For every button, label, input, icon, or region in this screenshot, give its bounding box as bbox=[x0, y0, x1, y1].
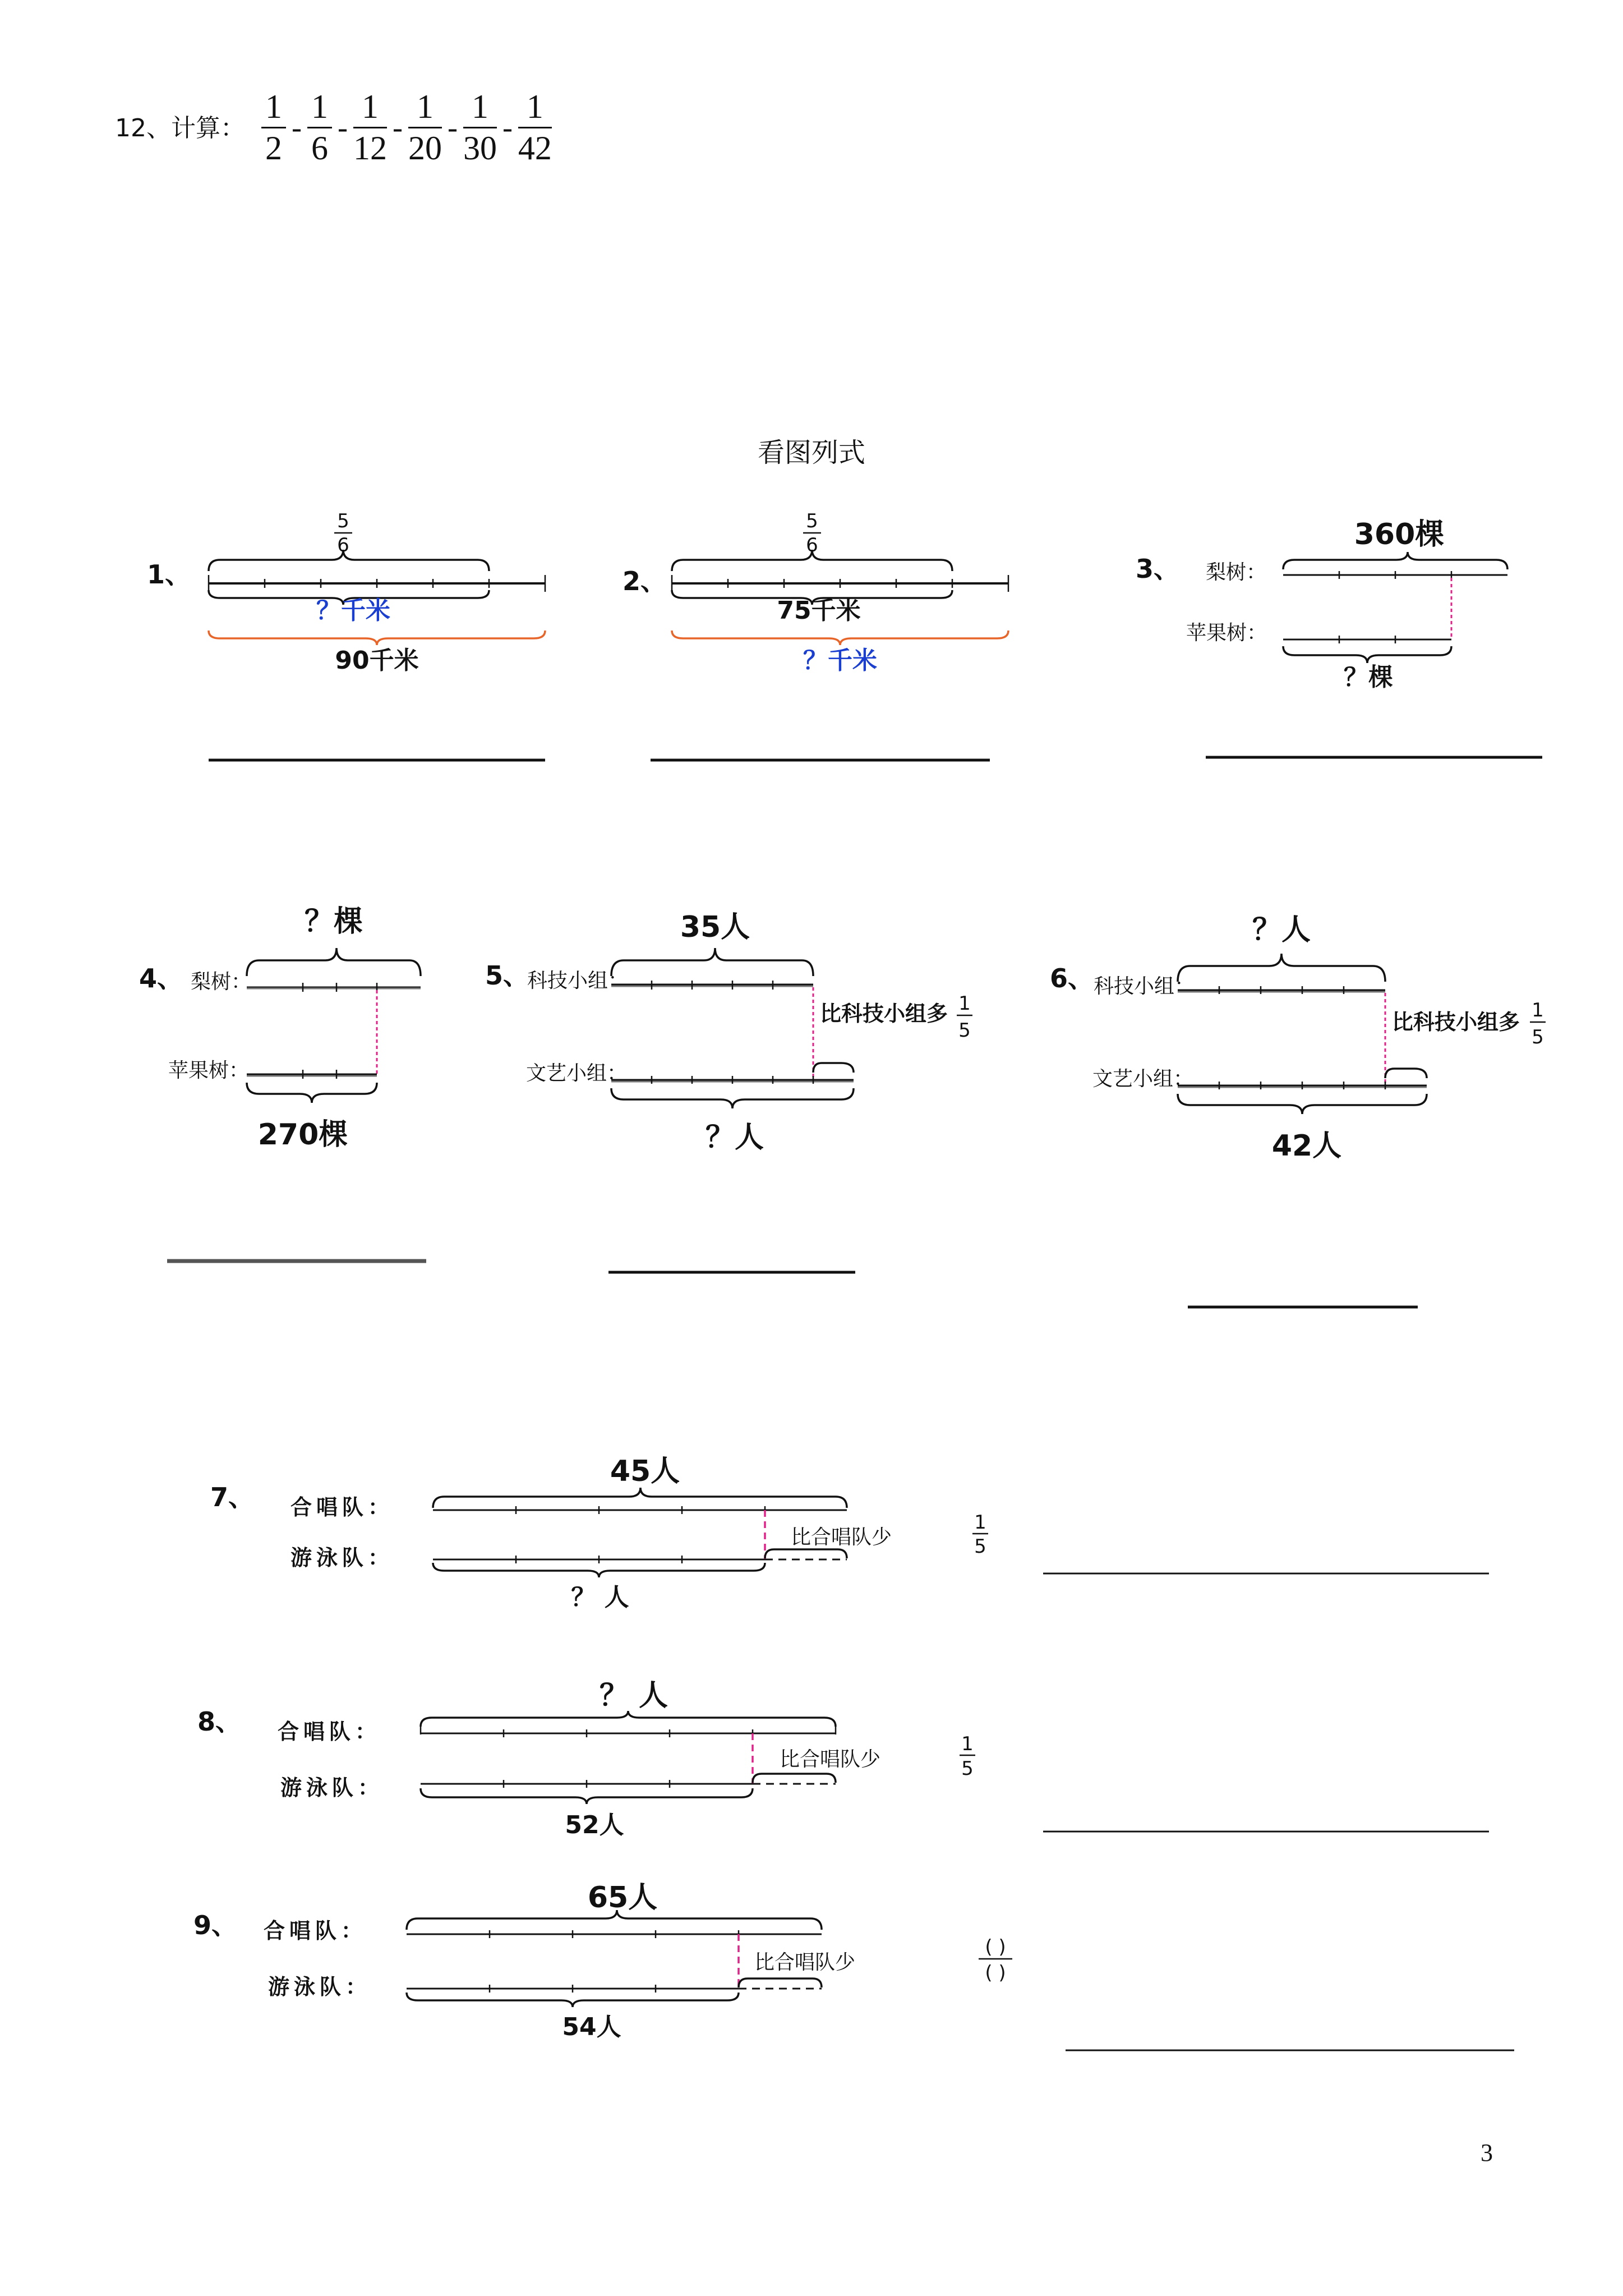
denominator: 20 bbox=[408, 129, 442, 167]
top-brace bbox=[433, 1488, 847, 1508]
row-label-arts: 文艺小组： bbox=[526, 1062, 628, 1085]
bottom-brace bbox=[611, 1088, 854, 1108]
page-number: 3 bbox=[1481, 2139, 1493, 2166]
comparison-denominator: 5 bbox=[961, 1757, 974, 1780]
top-label: 360棵 bbox=[1354, 518, 1445, 551]
top-label: ？ 人 bbox=[599, 1679, 668, 1713]
fraction-denominator: 6 bbox=[337, 534, 349, 556]
top-label: 45人 bbox=[610, 1455, 680, 1488]
row-label-apple: 苹果树： bbox=[1186, 622, 1267, 645]
row-label-choir: 合唱队： bbox=[278, 1719, 381, 1744]
extra-brace bbox=[765, 1549, 847, 1558]
numerator: 1 bbox=[526, 88, 543, 125]
diagram-number: 5、 bbox=[485, 960, 529, 991]
bottom-label: 52人 bbox=[565, 1811, 624, 1839]
fraction-denominator: 6 bbox=[806, 534, 818, 556]
top-brace bbox=[611, 948, 813, 976]
comparison-label: 比合唱队少 bbox=[780, 1748, 881, 1771]
bottom-brace bbox=[433, 1563, 765, 1577]
bottom-label: ？ 人 bbox=[571, 1583, 629, 1612]
comparison-numerator: 1 bbox=[961, 1733, 974, 1755]
minus-sign: - bbox=[502, 111, 513, 144]
row-label-tech: 科技小组： bbox=[1094, 975, 1195, 998]
comparison-numerator: 1 bbox=[974, 1511, 986, 1534]
comparison-numerator: ( ) bbox=[985, 1936, 1006, 1958]
diagram-2 bbox=[623, 510, 1008, 760]
diagram-9 bbox=[193, 1881, 1514, 2050]
total-label: ？千米 bbox=[803, 646, 877, 675]
minus-sign: - bbox=[292, 111, 302, 144]
diagram-number: 9、 bbox=[193, 1910, 238, 1940]
top-label: ？棵 bbox=[304, 905, 363, 938]
diagram-6 bbox=[1050, 913, 1546, 1307]
bottom-label: 270棵 bbox=[257, 1118, 348, 1152]
fraction-numerator: 5 bbox=[337, 510, 349, 532]
total-brace bbox=[672, 631, 1008, 645]
part-label: ？千米 bbox=[316, 596, 390, 625]
row-label-tech: 科技小组： bbox=[527, 969, 629, 992]
numerator: 1 bbox=[416, 88, 434, 125]
top-label: ？人 bbox=[1252, 913, 1311, 947]
top-brace bbox=[1283, 552, 1507, 569]
bottom-label: ？人 bbox=[705, 1121, 764, 1154]
numerator: 1 bbox=[265, 88, 282, 125]
fraction-numerator: 5 bbox=[806, 510, 818, 532]
problem-12-label: 12、计算： bbox=[115, 114, 245, 142]
diagram-number: 8、 bbox=[197, 1706, 242, 1737]
top-brace bbox=[421, 1711, 836, 1727]
minus-sign: - bbox=[447, 111, 458, 144]
row-label-swim: 游泳队： bbox=[268, 1975, 372, 1999]
diagram-8 bbox=[197, 1679, 1489, 1839]
denominator: 2 bbox=[265, 129, 282, 167]
extra-brace bbox=[813, 1063, 854, 1073]
comparison-label: 比科技小组多 bbox=[820, 1001, 948, 1026]
bottom-label: ？棵 bbox=[1344, 663, 1393, 692]
top-label: 35人 bbox=[680, 910, 750, 944]
denominator: 12 bbox=[353, 129, 387, 167]
diagram-number: 7、 bbox=[210, 1482, 255, 1512]
diagram-3 bbox=[1136, 518, 1542, 757]
comparison-label: 比合唱队少 bbox=[791, 1526, 892, 1549]
bottom-brace bbox=[421, 1788, 753, 1804]
diagram-number: 3、 bbox=[1136, 554, 1180, 584]
comparison-denominator: 5 bbox=[1532, 1026, 1544, 1048]
diagram-5 bbox=[485, 910, 972, 1272]
top-label: 65人 bbox=[587, 1881, 658, 1915]
extra-brace bbox=[1385, 1069, 1427, 1078]
total-brace bbox=[209, 631, 545, 645]
row-label-choir: 合唱队： bbox=[264, 1918, 367, 1943]
extra-brace bbox=[753, 1774, 836, 1783]
row-label-pear: 梨树： bbox=[1206, 561, 1267, 584]
minus-sign: - bbox=[392, 111, 403, 144]
diagram-1 bbox=[147, 510, 545, 760]
comparison-label: 比科技小组多 bbox=[1392, 1010, 1520, 1034]
bottom-brace bbox=[407, 1993, 739, 2007]
row-label-pear: 梨树： bbox=[191, 970, 252, 993]
diagram-4 bbox=[139, 905, 426, 1261]
minus-sign: - bbox=[337, 111, 348, 144]
numerator: 1 bbox=[311, 88, 328, 125]
diagram-number: 4、 bbox=[139, 963, 183, 993]
bottom-label: 42人 bbox=[1271, 1129, 1342, 1163]
section-heading: 看图列式 bbox=[757, 437, 865, 468]
row-label-swim: 游泳队： bbox=[291, 1545, 394, 1570]
denominator: 30 bbox=[463, 129, 497, 167]
comparison-label: 比合唱队少 bbox=[754, 1951, 856, 1974]
diagram-number: 1、 bbox=[147, 559, 191, 590]
row-label-swim: 游泳队： bbox=[280, 1775, 384, 1800]
comparison-denominator: 5 bbox=[974, 1535, 986, 1558]
comparison-denominator: ( ) bbox=[985, 1962, 1006, 1984]
comparison-denominator: 5 bbox=[958, 1019, 971, 1042]
denominator: 42 bbox=[518, 129, 552, 167]
diagram-7 bbox=[210, 1455, 1489, 1612]
total-label: 90千米 bbox=[335, 646, 419, 675]
part-label: 75千米 bbox=[777, 596, 861, 625]
bottom-brace bbox=[1283, 646, 1451, 663]
bottom-brace bbox=[1178, 1094, 1427, 1114]
diagram-number: 6、 bbox=[1050, 963, 1094, 993]
top-brace bbox=[1178, 954, 1385, 982]
numerator: 1 bbox=[471, 88, 488, 125]
bottom-label: 54人 bbox=[562, 2013, 621, 2041]
numerator: 1 bbox=[361, 88, 379, 125]
comparison-numerator: 1 bbox=[958, 992, 971, 1015]
top-brace bbox=[672, 550, 952, 571]
extra-brace bbox=[739, 1978, 822, 1987]
denominator: 6 bbox=[311, 129, 328, 167]
comparison-numerator: 1 bbox=[1532, 999, 1544, 1022]
row-label-apple: 苹果树： bbox=[168, 1059, 250, 1082]
row-label-choir: 合唱队： bbox=[291, 1495, 394, 1520]
row-label-arts: 文艺小组： bbox=[1092, 1068, 1194, 1091]
bottom-brace bbox=[247, 1083, 377, 1103]
diagram-number: 2、 bbox=[623, 566, 667, 596]
top-brace bbox=[247, 948, 421, 976]
